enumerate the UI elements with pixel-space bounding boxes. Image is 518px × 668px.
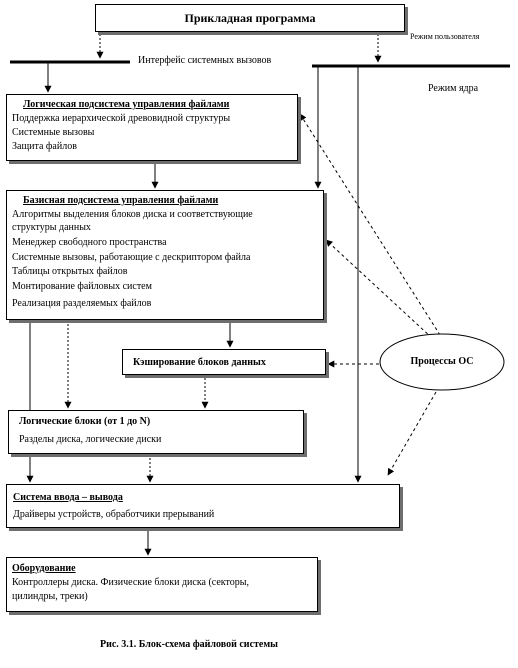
user-mode-label: Режим пользователя bbox=[410, 32, 480, 41]
logical-blocks-line: Разделы диска, логические диски bbox=[19, 434, 162, 445]
application-box bbox=[95, 4, 405, 32]
basic-fs-line: Алгоритмы выделения блоков диска и соответствующие bbox=[12, 209, 253, 220]
basic-fs-line: структуры данных bbox=[12, 222, 91, 233]
hardware-line: цилиндры, треки) bbox=[12, 591, 88, 602]
hardware-box bbox=[6, 557, 318, 612]
logical-fs-line: Системные вызовы bbox=[12, 127, 95, 138]
io-system-title: Система ввода – вывода bbox=[13, 492, 123, 503]
basic-fs-line: Монтирование файловых систем bbox=[12, 281, 152, 292]
logical-blocks-title: Логические блоки (от 1 до N) bbox=[19, 416, 151, 427]
hardware-title: Оборудование bbox=[12, 563, 76, 574]
caching-title: Кэширование блоков данных bbox=[133, 357, 266, 368]
caching-box bbox=[122, 349, 326, 375]
arrow-processes-to-basic-fs bbox=[326, 240, 432, 338]
arrow-processes-to-io-system bbox=[388, 392, 436, 475]
logical-fs-line: Поддержка иерархической древовидной структуры bbox=[12, 113, 231, 124]
hardware-line: Контроллеры диска. Физические блоки диска (секторы, bbox=[12, 577, 249, 588]
basic-fs-line: Системные вызовы, работающие с дескриптором файла bbox=[12, 252, 251, 263]
io-system-line: Драйверы устройств, обработчики прерываний bbox=[13, 509, 215, 520]
io-system-box bbox=[6, 484, 400, 528]
logical-fs-line: Защита файлов bbox=[12, 141, 77, 152]
logical-fs-box bbox=[6, 94, 298, 161]
application-title: Прикладная программа bbox=[184, 11, 316, 25]
figure-caption: Рис. 3.1. Блок-схема файловой системы bbox=[100, 639, 278, 650]
basic-fs-line: Менеджер свободного пространства bbox=[12, 237, 167, 248]
syscall-interface-label: Интерфейс системных вызовов bbox=[138, 55, 272, 66]
basic-fs-title: Базисная подсистема управления файлами bbox=[23, 195, 219, 206]
basic-fs-box bbox=[6, 190, 324, 320]
kernel-mode-label: Режим ядра bbox=[428, 83, 479, 94]
os-processes-label: Процессы ОС bbox=[410, 356, 474, 367]
basic-fs-line: Таблицы открытых файлов bbox=[12, 266, 128, 277]
logical-blocks-box bbox=[8, 410, 304, 454]
logical-fs-title: Логическая подсистема управления файлами bbox=[23, 99, 230, 110]
basic-fs-line: Реализация разделяемых файлов bbox=[12, 298, 152, 309]
